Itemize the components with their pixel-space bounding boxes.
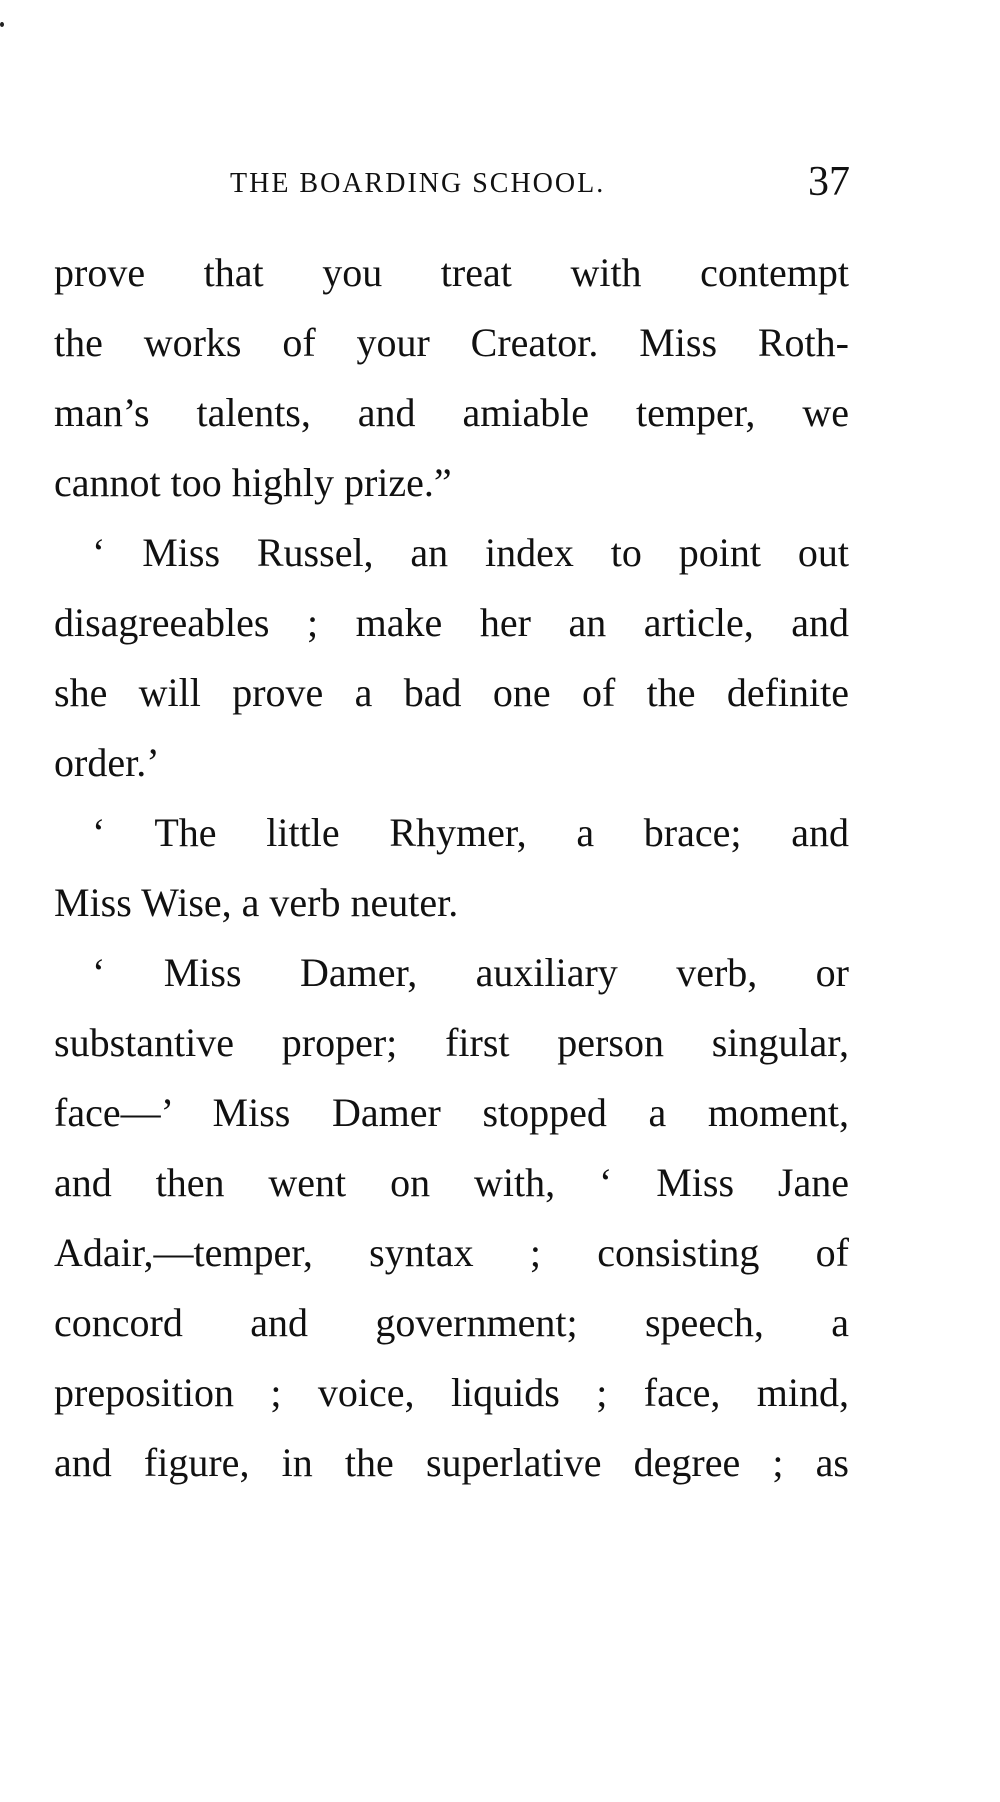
text-line: she will prove a bad one of the definite — [54, 670, 849, 715]
text-line: cannot too highly prize.” — [54, 460, 452, 505]
text-line: ‘ Miss Damer, auxiliary verb, or — [92, 950, 849, 995]
page-header — [60, 160, 860, 220]
text-line: man’s talents, and amiable temper, we — [54, 390, 849, 435]
margin-speck — [0, 22, 4, 27]
text-line: substantive proper; first person singular, — [54, 1020, 849, 1065]
text-line: ‘ Miss Russel, an index to point out — [92, 530, 849, 575]
text-line: ‘ The little Rhymer, a brace; and — [92, 810, 849, 855]
running-head: THE BOARDING SCHOOL. — [230, 168, 606, 199]
body-text — [54, 238, 849, 1498]
text-line: and then went on with, ‘ Miss Jane — [54, 1160, 849, 1205]
text-line: Miss Wise, a verb neuter. — [54, 880, 459, 925]
text-line: concord and government; speech, a — [54, 1300, 849, 1345]
page-number: 37 — [808, 159, 850, 205]
text-line: prove that you treat with contempt — [54, 250, 849, 295]
text-line: preposition ; voice, liquids ; face, mind, — [54, 1370, 849, 1415]
text-line: the works of your Creator. Miss Roth- — [54, 320, 849, 365]
text-line: face—’ Miss Damer stopped a moment, — [54, 1090, 849, 1135]
text-line: disagreeables ; make her an article, and — [54, 600, 849, 645]
text-line: and figure, in the superlative degree ; as — [54, 1440, 849, 1485]
text-line: Adair,—temper, syntax ; consisting of — [54, 1230, 849, 1275]
text-line: order.’ — [54, 740, 160, 785]
